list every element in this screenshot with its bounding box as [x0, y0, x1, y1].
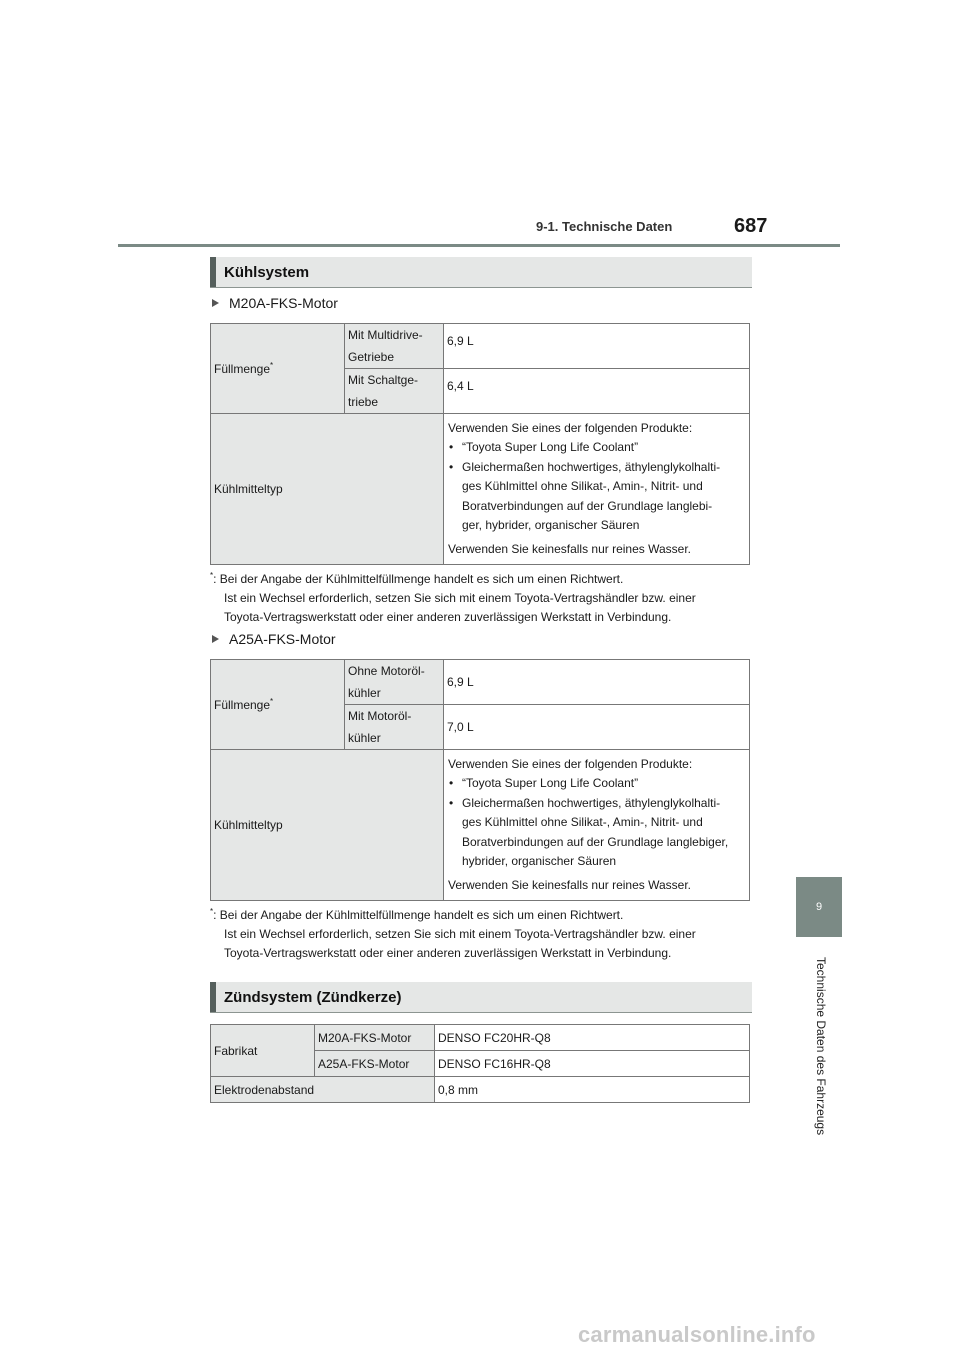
sub-label-line: Ohne Motoröl-: [348, 664, 425, 678]
value-cell: 7,0 L: [444, 705, 750, 750]
list-item: • “Toyota Super Long Life Coolant”: [448, 438, 745, 458]
triangle-bullet-icon: [212, 299, 219, 307]
list-item: • “Toyota Super Long Life Coolant”: [448, 774, 745, 794]
chapter-title: Technische Daten des Fahrzeugs: [814, 957, 828, 1136]
cooling-heading-text: Kühlsystem: [224, 263, 310, 281]
page-number: 687: [734, 215, 768, 237]
coolant-note: Verwenden Sie keinesfalls nur reines Wasser.: [448, 877, 692, 892]
engine-cell: A25A-FKS-Motor: [315, 1051, 435, 1077]
watermark: carmanualsonline.info: [578, 1322, 816, 1347]
heading-bar: [210, 257, 216, 287]
fill-label-cell: [211, 660, 345, 750]
sub-label-line: triebe: [348, 395, 379, 409]
coolant-value-cell: [444, 750, 750, 901]
sub-label-cell: [345, 369, 444, 414]
footnote-line: Ist ein Wechsel erforderlich, setzen Sie sich mit einem Toyota-Vertragshändler bzw. einer: [224, 591, 696, 605]
footnote-marker: *: [210, 571, 214, 580]
sub-label-line: Mit Motoröl-: [348, 709, 412, 723]
sub-label-line: kühler: [348, 731, 381, 745]
coolant-note: Verwenden Sie keinesfalls nur reines Wasser.: [448, 541, 692, 556]
coolant-label-cell: Kühlmitteltyp: [211, 750, 444, 901]
coolant-intro: Verwenden Sie eines der folgenden Produkte:: [448, 421, 693, 435]
footnote-line: Toyota-Vertragswerkstatt oder einer anderen zuverlässigen Werkstatt in Verbindung.: [224, 946, 672, 960]
ignition-table: [210, 1024, 750, 1103]
cooling-heading: [210, 257, 752, 288]
engine-name: A25A-FKS-Motor: [229, 631, 336, 647]
fill-label-cell: [211, 324, 345, 414]
value-cell: 6,9 L: [444, 660, 750, 705]
footnote-m20a: [210, 566, 750, 627]
footnote-line: Toyota-Vertragswerkstatt oder einer anderen zuverlässigen Werkstatt in Verbindung.: [224, 610, 672, 624]
list-item: • Gleichermaßen hochwertiges, äthylenglykolhalti- ges Kühlmittel ohne Silikat-, Amin-, Nitrit- und Boratverbindungen auf der Grundlage langlebiger, hybrider, organischer Säuren: [448, 794, 745, 872]
engine-heading-a25a: [212, 631, 336, 647]
value-cell: 6,4 L: [444, 369, 750, 414]
sub-label-line: Getriebe: [348, 350, 395, 364]
coolant-list: [448, 438, 745, 536]
chapter-number: 9: [815, 901, 823, 913]
coolant-list: [448, 774, 745, 872]
sub-label-cell: [345, 660, 444, 705]
sub-label-line: kühler: [348, 686, 381, 700]
footnote-line: : Bei der Angabe der Kühlmittelfüllmenge handelt es sich um einen Richtwert.: [213, 908, 624, 922]
fill-label: Füllmenge: [214, 362, 271, 376]
footnote-line: Ist ein Wechsel erforderlich, setzen Sie sich mit einem Toyota-Vertragshändler bzw. einer: [224, 927, 696, 941]
section-title: 9-1. Technische Daten: [536, 219, 673, 234]
cooling-table-a25a: [210, 659, 750, 901]
triangle-bullet-icon: [212, 635, 219, 643]
footnote-marker: *: [270, 361, 274, 370]
list-item: • Gleichermaßen hochwertiges, äthylenglykolhalti- ges Kühlmittel ohne Silikat-, Amin-, Nitrit- und Boratverbindungen auf der Grundlage langlebi- ger, hybrider, organischer Säuren: [448, 458, 745, 536]
footnote-marker: *: [270, 697, 274, 706]
sub-label-cell: [345, 324, 444, 369]
sub-label-line: Mit Multidrive-: [348, 328, 423, 342]
sub-label-cell: [345, 705, 444, 750]
coolant-label-cell: Kühlmitteltyp: [211, 414, 444, 565]
footnote-line: : Bei der Angabe der Kühlmittelfüllmenge handelt es sich um einen Richtwert.: [213, 572, 624, 586]
make-label-cell: Fabrikat: [211, 1025, 315, 1077]
value-cell: DENSO FC20HR-Q8: [435, 1025, 750, 1051]
cooling-table-m20a: [210, 323, 750, 565]
footnote-a25a: [210, 902, 750, 963]
ignition-heading-text: Zündsystem (Zündkerze): [224, 988, 402, 1006]
gap-value-cell: 0,8 mm: [435, 1077, 750, 1103]
chapter-tab[interactable]: [796, 877, 842, 937]
value-cell: 6,9 L: [444, 324, 750, 369]
value-cell: DENSO FC16HR-Q8: [435, 1051, 750, 1077]
header-rule: [118, 244, 840, 247]
ignition-heading: [210, 982, 752, 1013]
coolant-value-cell: [444, 414, 750, 565]
footnote-marker: *: [210, 907, 214, 916]
fill-label: Füllmenge: [214, 698, 271, 712]
sub-label-line: Mit Schaltge-: [348, 373, 419, 387]
coolant-intro: Verwenden Sie eines der folgenden Produkte:: [448, 757, 693, 771]
heading-bar: [210, 982, 216, 1012]
engine-cell: M20A-FKS-Motor: [315, 1025, 435, 1051]
engine-heading-m20a: [212, 295, 338, 311]
engine-name: M20A-FKS-Motor: [229, 295, 338, 311]
gap-label-cell: Elektrodenabstand: [211, 1077, 435, 1103]
